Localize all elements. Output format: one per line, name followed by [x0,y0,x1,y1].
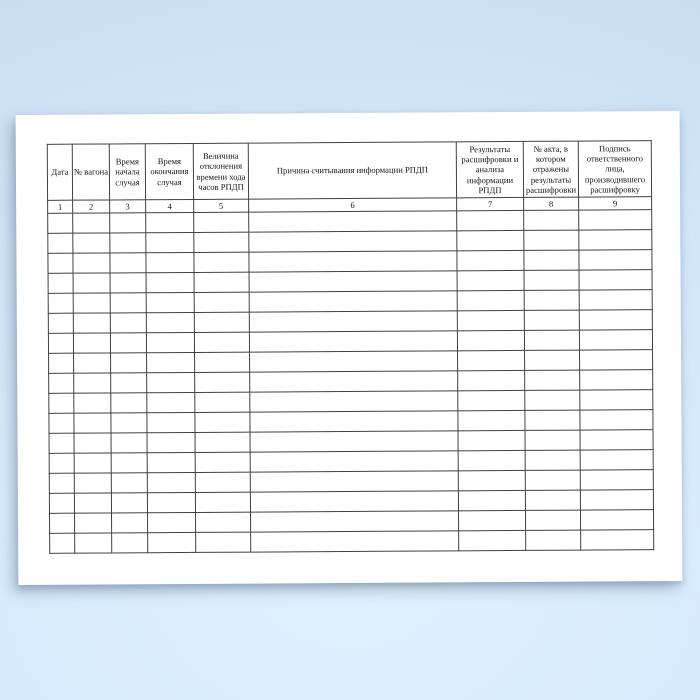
blank-cell [49,453,74,473]
column-number: 2 [73,200,110,213]
blank-cell [524,330,579,350]
blank-cell [524,210,579,230]
blank-cell [48,253,73,273]
blank-cell [74,453,111,473]
blank-cell [75,513,112,533]
blank-cell [49,393,74,413]
blank-cell [194,252,249,272]
blank-cell [580,390,653,410]
blank-cell [458,350,525,370]
journal-table [47,140,654,554]
blank-cell [146,212,194,232]
blank-cell [194,272,249,292]
blank-cell [251,511,459,532]
blank-cell [110,253,146,273]
blank-cell [525,470,580,490]
blank-cell [74,433,111,453]
table-row [50,530,654,554]
blank-cell [74,353,111,373]
blank-cell [195,452,250,472]
blank-cell [195,492,250,512]
blank-cell [73,273,110,293]
blank-cell [457,250,524,270]
blank-cell [195,412,250,432]
blank-cell [146,232,194,252]
blank-cell [525,490,580,510]
blank-cell [49,493,74,513]
blank-cell [194,292,249,312]
blank-cell [579,210,652,230]
column-number: 1 [48,200,73,213]
blank-cell [580,370,653,390]
blank-cell [48,313,73,333]
blank-cell [49,373,74,393]
blank-cell [579,310,652,330]
column-header-wagon-number: № вагона [72,144,109,200]
column-number: 3 [110,200,146,213]
blank-cell [581,530,654,550]
blank-cell [457,290,524,310]
column-number: 5 [194,199,249,212]
blank-cell [74,493,111,513]
blank-cell [147,452,195,472]
blank-cell [525,430,580,450]
blank-cell [194,312,249,332]
blank-cell [73,213,110,233]
blank-cell [75,533,112,553]
blank-cell [250,471,458,492]
blank-cell [524,290,579,310]
blank-cell [50,533,75,553]
blank-cell [111,493,147,513]
column-header-signature: Подпись ответственного лица, производившего расшифровку [578,141,651,197]
blank-cell [110,293,146,313]
blank-cell [525,350,580,370]
column-number: 8 [524,197,579,210]
blank-cell [111,453,147,473]
column-number: 7 [457,197,524,210]
blank-cell [111,473,147,493]
blank-cell [250,351,458,372]
blank-cell [457,330,524,350]
blank-cell [194,212,249,232]
blank-cell [524,230,579,250]
blank-cell [49,353,74,373]
blank-cell [250,391,458,412]
blank-cell [459,530,526,550]
blank-cell [110,233,146,253]
blank-cell [195,432,250,452]
blank-cell [110,213,146,233]
blank-cell [458,470,525,490]
blank-cell [112,533,148,553]
blank-cell [196,532,251,552]
blank-cell [250,491,458,512]
blank-cell [147,392,195,412]
blank-cell [147,432,195,452]
blank-cell [524,250,579,270]
blank-cell [580,350,653,370]
blank-cell [249,231,457,252]
blank-cell [111,433,147,453]
blank-cell [195,352,250,372]
blank-cell [580,490,653,510]
blank-cell [457,230,524,250]
blank-cell [111,393,147,413]
column-header-read-reason: Причина считывания информации РПДП [248,142,456,199]
column-number: 6 [249,198,457,212]
header-row [47,141,651,201]
blank-cell [50,513,75,533]
blank-cell [48,233,73,253]
blank-cell [146,332,194,352]
blank-cell [525,410,580,430]
blank-cell [74,473,111,493]
blank-cell [195,372,250,392]
paper-sheet [16,111,683,585]
blank-cell [73,293,110,313]
blank-cell [250,411,458,432]
blank-cell [249,291,457,312]
column-header-act-number: № акта, в котором отражены результаты расшифровки [523,141,578,197]
blank-cell [458,410,525,430]
blank-cell [580,410,653,430]
blank-cell [147,472,195,492]
blank-cell [49,413,74,433]
blank-cell [147,372,195,392]
blank-cell [580,470,653,490]
blank-cell [111,413,147,433]
blank-cell [146,272,194,292]
blank-cell [111,353,147,373]
blank-cell [579,290,652,310]
blank-cell [250,371,458,392]
blank-cell [249,311,457,332]
blank-cell [457,310,524,330]
blank-cell [249,211,457,232]
blank-cell [147,352,195,372]
blank-cell [73,333,110,353]
blank-cell [194,232,249,252]
column-header-date: Дата [47,144,72,200]
blank-cell [146,252,194,272]
blank-cell [249,251,457,272]
blank-cell [110,333,146,353]
blank-cell [147,492,195,512]
column-number: 9 [579,197,652,210]
blank-cell [48,293,73,313]
blank-cell [73,233,110,253]
blank-cell [48,333,73,353]
blank-cell [49,473,74,493]
column-header-clock-deviation: Величина отклонения времени хода часов РПДП [193,143,248,199]
blank-cell [73,313,110,333]
column-number: 4 [146,199,194,212]
blank-cell [147,412,195,432]
blank-cell [148,532,196,552]
blank-cell [457,210,524,230]
blank-cell [458,490,525,510]
blank-cell [458,450,525,470]
column-header-case-start-time: Время начала случая [109,144,145,200]
blank-cell [579,250,652,270]
blank-cell [458,430,525,450]
column-header-analysis-results: Результаты расшифровки и анализа информации РПДП [456,141,523,197]
blank-cell [526,530,581,550]
blank-cell [579,270,652,290]
blank-cell [249,271,457,292]
blank-cell [110,313,146,333]
blank-cell [524,310,579,330]
blank-cell [525,450,580,470]
blank-cell [579,330,652,350]
blank-cell [111,373,147,393]
blank-cell [74,413,111,433]
blank-cell [48,273,73,293]
blank-cell [251,531,459,552]
blank-cell [148,512,196,532]
blank-cell [580,510,653,530]
blank-cell [110,273,146,293]
blank-cell [146,292,194,312]
blank-cell [195,472,250,492]
blank-cell [249,331,457,352]
blank-cell [580,450,653,470]
blank-cell [525,390,580,410]
blank-cell [196,512,251,532]
blank-cell [579,230,652,250]
blank-cell [74,393,111,413]
blank-cell [458,390,525,410]
blank-cell [525,510,580,530]
blank-cell [524,270,579,290]
blank-rows [48,210,654,554]
column-header-case-end-time: Время окончания случая [145,143,193,199]
blank-cell [250,451,458,472]
blank-cell [112,513,148,533]
blank-cell [250,431,458,452]
blank-cell [48,213,73,233]
blank-cell [74,373,111,393]
blank-cell [525,370,580,390]
blank-cell [458,370,525,390]
blank-cell [580,430,653,450]
blank-cell [194,332,249,352]
blank-cell [73,253,110,273]
blank-cell [457,270,524,290]
blank-cell [458,510,525,530]
blank-cell [195,392,250,412]
blank-cell [49,433,74,453]
blank-cell [146,312,194,332]
